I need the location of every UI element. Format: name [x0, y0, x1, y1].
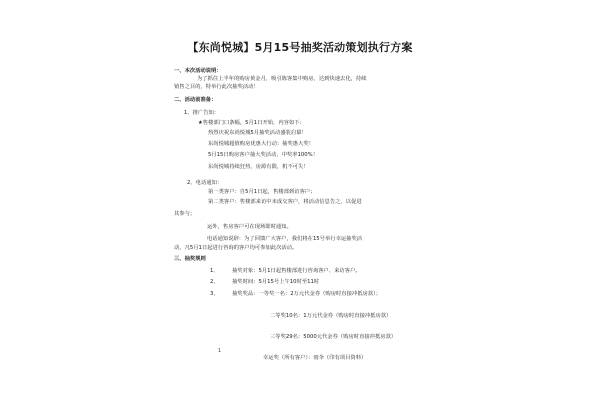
prize-line: 幸运奖（所有客户）：雨伞（印有项目资料） [263, 355, 367, 361]
paragraph-line: 运外，售房客户可在现场即时通知。 [207, 224, 292, 230]
side-marker: 1 [218, 348, 222, 354]
paragraph-line: 其参与； [174, 211, 196, 217]
paragraph-line: 第二类客户：售楼部来访中未成交客户，将活动信息告之，以促进 [208, 199, 362, 205]
banner-text-line: 东尚悦城持续狂热，房源有限，机不可失！ [208, 164, 309, 170]
subsection-heading: 1、推广告知： [184, 110, 220, 116]
prize-line: 二等奖10名：1万元代金券（购房时直接冲抵房款） [270, 313, 392, 319]
banner-text-line: 5月15日购房客户抽大奖活动，中奖率100%！ [208, 152, 319, 158]
subsection-heading: 2、电话通知： [187, 180, 223, 186]
list-item: 抽奖时间：5月15号上午10时至11时 [232, 279, 320, 285]
banner-text-line: 东尚悦城超值购房优惠大行动：抽奖惠大奖！ [208, 141, 314, 147]
paragraph-line: 为了抓住上半年的购房黄金月，吸引陈客集中购房，达到快速去化，持续 [197, 76, 367, 82]
paragraph-line: 动，凡5月1日起进行咨询的客户均可参加此次活动。 [174, 245, 298, 251]
section-heading: 一、本次活动说明： [174, 68, 222, 74]
section-heading: 三、抽奖规则 [174, 256, 206, 262]
prize-line: 三等奖29名：5000元代金券（购房时直接冲抵房款） [270, 334, 397, 340]
section-heading: 二、活动前准备： [174, 97, 217, 103]
list-number: 1、 [210, 268, 219, 274]
list-item: 抽奖奖品：一等奖一名：2万元代金券（购房时直接冲抵房款）； [232, 291, 382, 297]
list-number: 2、 [210, 279, 219, 285]
banner-text-line: 热烈庆祝东尚悦城5月抽奖活动盛装启幕！ [208, 130, 307, 136]
paragraph-line: 销售之目的，特举行此次抽奖活动！ [174, 84, 259, 90]
document-title: 【东尚悦城】5月15号抽奖活动策划执行方案 [187, 41, 413, 54]
paragraph-line: 电话通知说辞：为了回馈广大客户，我们将在15号举行幸运抽奖活 [207, 236, 363, 242]
paragraph-line: ★售楼部门口条幅，5月1日开始，内容如下： [198, 120, 305, 126]
paragraph-line: 第一类客户：自5月1日起，售楼部到访客户； [208, 189, 316, 195]
list-item: 抽奖对象：5月1日起售楼部进行咨询客户、来访客户。 [232, 268, 361, 274]
list-number: 3、 [210, 291, 219, 297]
